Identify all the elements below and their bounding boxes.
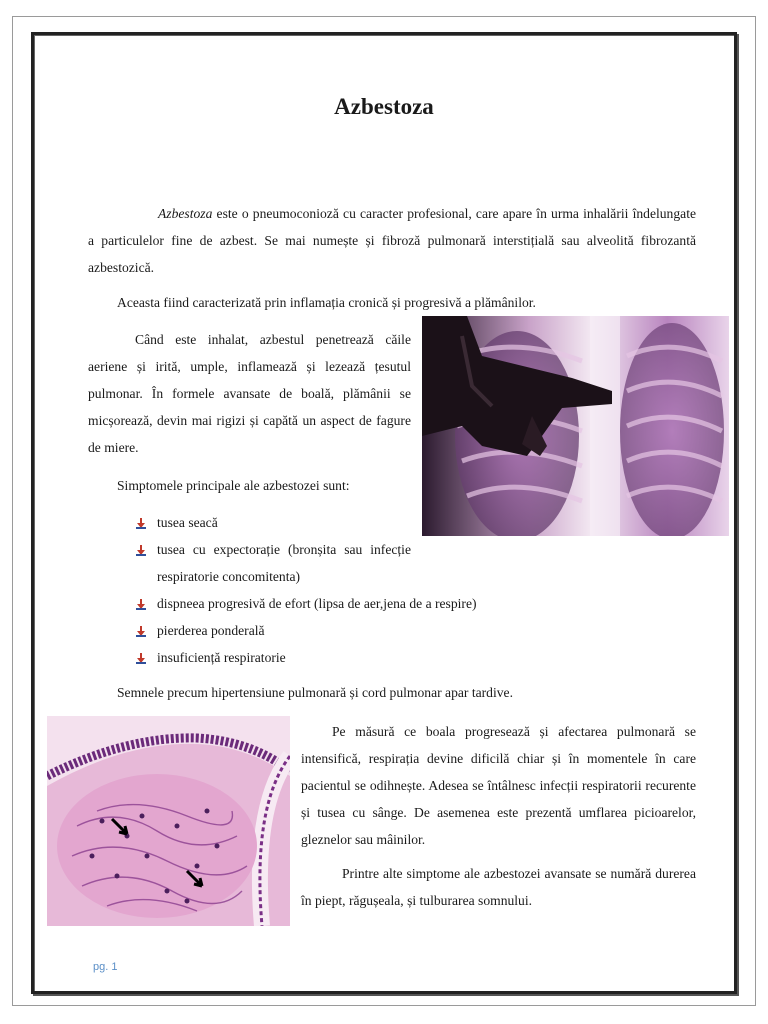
document-title: Azbestoza bbox=[334, 94, 434, 119]
symptom-text: dispneea progresivă de efort (lipsa de aer,jena de a respire) bbox=[157, 596, 477, 611]
arrow-bullet-icon bbox=[135, 625, 147, 637]
page-number: pg. 1 bbox=[93, 961, 118, 973]
term-azbestoza: Azbestoza bbox=[158, 206, 213, 221]
chest-xray-drawing bbox=[422, 316, 729, 536]
paragraph-inflammation: Aceasta fiind caracterizată prin inflamația cronică și progresivă a plămânilor. bbox=[117, 295, 536, 310]
arrow-bullet-icon bbox=[135, 517, 147, 529]
list-item bbox=[135, 617, 617, 644]
list-item bbox=[135, 590, 617, 617]
paragraph-intro bbox=[88, 200, 696, 281]
list-item bbox=[135, 509, 617, 536]
arrow-bullet-icon bbox=[135, 598, 147, 610]
paragraph-advanced-symptoms: Printre alte simptome ale azbestozei avansate se numără durerea în piept, răgușeala, și tulburarea somnului. bbox=[301, 866, 696, 908]
symptom-text: tusea seacă bbox=[157, 515, 218, 530]
histology-drawing bbox=[47, 716, 290, 926]
paragraph-late-signs: Semnele precum hipertensiune pulmonară și cord pulmonar apar tardive. bbox=[117, 685, 513, 700]
paragraph-progression: Pe măsură ce boala progresează și afectarea pulmonară se intensifică, respirația devine dificilă chiar și în momentele în care pacientul se odihnește. Adesea se întâlnesc infecții respiratorii recurente și tusea cu sânge. De asemenea este prezentă umflarea picioarelor, gleznelor sau mâinilor. bbox=[301, 724, 696, 847]
histology-image bbox=[47, 716, 290, 926]
arrow-bullet-icon bbox=[135, 544, 147, 556]
symptoms-list bbox=[135, 509, 617, 671]
paragraph-inhalation: Când este inhalat, azbestul penetrează căile aeriene și irită, umple, inflamează și lezează țesutul pulmonar. În formele avansate de boală, plămânii se micșorează, devin mai rigizi și capătă un aspect de fagure de miere. bbox=[88, 332, 411, 455]
paragraph-intro-text: este o pneumoconioză cu caracter profesional, care apare în urma inhalării îndelungate a particulelor fine de azbest. Se mai numește și fibroză pulmonară interstițială sau alveolită fibrozantă azbestozică. bbox=[88, 206, 696, 275]
chest-xray-image bbox=[422, 316, 729, 536]
symptom-text: tusea cu expectorație (bronșita sau infecție respiratorie concomitenta) bbox=[157, 542, 411, 584]
list-item bbox=[135, 536, 411, 590]
paragraph-symptoms-intro: Simptomele principale ale azbestozei sunt: bbox=[117, 478, 350, 493]
arrow-bullet-icon bbox=[135, 652, 147, 664]
symptom-text: pierderea ponderală bbox=[157, 623, 265, 638]
symptom-text: insuficiență respiratorie bbox=[157, 650, 286, 665]
list-item bbox=[135, 644, 617, 671]
